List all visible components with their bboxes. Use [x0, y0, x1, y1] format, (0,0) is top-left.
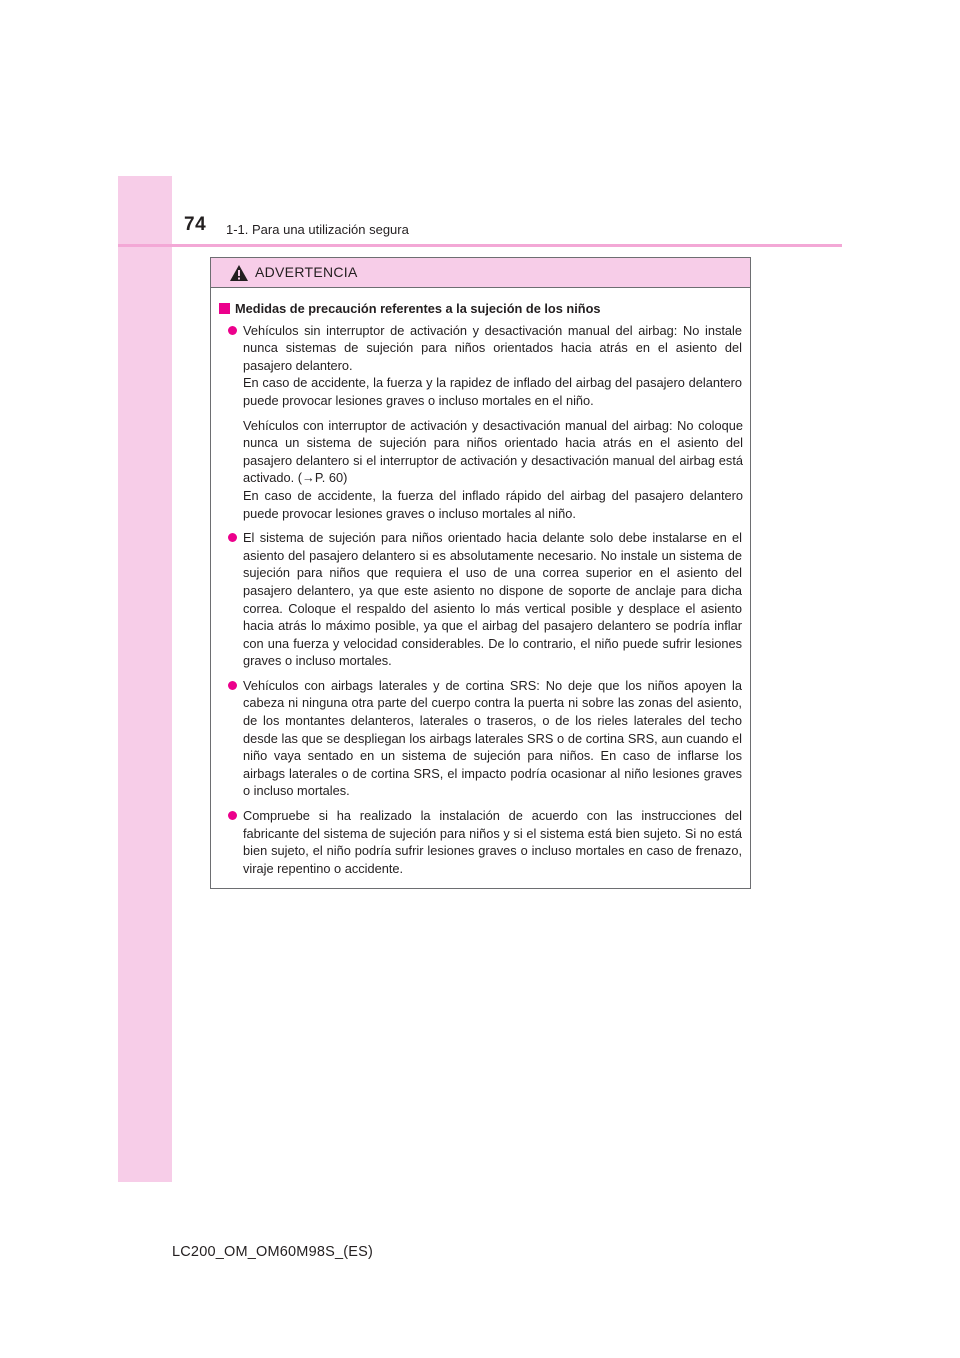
item-paragraph: Vehículos con interruptor de activación y desactivación manual del airbag: No coloque nunca un sistema de sujeción para niños orientado hacia atrás en el asiento del pasajero delantero si el interruptor de activación y desactivación manual del airbag está activado. (→P. 60) [243, 417, 743, 486]
warning-box [210, 257, 751, 889]
section-heading-text: Medidas de precaución referentes a la sujeción de los niños [235, 301, 601, 316]
list-item [228, 807, 742, 877]
item-paragraph: Vehículos sin interruptor de activación y desactivación manual del airbag: No instale nunca sistemas de sujeción para niños orientados hacia atrás en el asiento del pasajero delantero. [243, 322, 742, 373]
list-item-continuation [243, 417, 743, 523]
list-item [228, 322, 742, 410]
section-title: 1-1. Para una utilización segura [226, 222, 409, 237]
bullet-dot-icon [228, 326, 237, 335]
warning-title: ADVERTENCIA [255, 264, 358, 280]
list-item [228, 677, 742, 800]
item-paragraph: En caso de accidente, la fuerza del inflado rápido del airbag del pasajero delantero puede provocar lesiones graves o incluso mortales al niño. [243, 487, 743, 521]
side-band [118, 176, 172, 1182]
header-rule [118, 244, 842, 247]
section-heading [219, 300, 742, 318]
item-paragraph: El sistema de sujeción para niños orientado hacia delante solo debe instalarse en el asiento del pasajero delantero si es absolutamente necesario. No instale un sistema de sujeción para niños que requiera el uso de una correa superior en el asiento del pasajero delantero, ya que este asiento no dispone de soporte de anclaje para dicha correa. Coloque el respaldo del asiento lo más vertical posible y desplace el asiento hacia atrás lo máximo posible, ya que el airbag del pasajero delantero se podría inflar con una fuerza y velocidad considerables. De lo contrario, el niño puede sufrir lesiones graves o incluso mortales. [243, 530, 742, 669]
warning-triangle-icon [229, 264, 249, 282]
warning-header [211, 258, 750, 288]
item-paragraph: En caso de accidente, la fuerza y la rapidez de inflado del airbag del pasajero delantero puede provocar lesiones graves o incluso mortales en el niño. [243, 375, 742, 408]
item-paragraph: Compruebe si ha realizado la instalación de acuerdo con las instrucciones del fabricante del sistema de sujeción para niños y si el sistema está bien sujeto. Si no está bien sujeto, el niño podría sufrir lesiones graves o incluso mortales en caso de frenazo, viraje repentino o accidente. [243, 808, 742, 876]
page-number: 74 [184, 214, 207, 235]
footer-document-code: LC200_OM_OM60M98S_(ES) [172, 1244, 374, 1260]
item-paragraph: Vehículos con airbags laterales y de cortina SRS: No deje que los niños apoyen la cabeza ni ninguna otra parte del cuerpo contra la puerta ni sobre las zonas del asiento, de los montantes delanteros, laterales o traseros, o de los rieles laterales del techo desde las que se despliegan los airbags laterales SRS o de cortina SRS, aun cuando el niño vaya sentado en un sistema de sujeción para niños. En caso de inflarse los airbags laterales o de cortina SRS, el impacto podría ocasionar al niño lesiones graves o incluso mortales. [243, 677, 742, 799]
square-bullet-icon [219, 303, 230, 314]
list-item [228, 529, 742, 670]
bullet-dot-icon [228, 681, 237, 690]
bullet-dot-icon [228, 533, 237, 542]
warning-body [211, 288, 750, 877]
bullet-dot-icon [228, 811, 237, 820]
